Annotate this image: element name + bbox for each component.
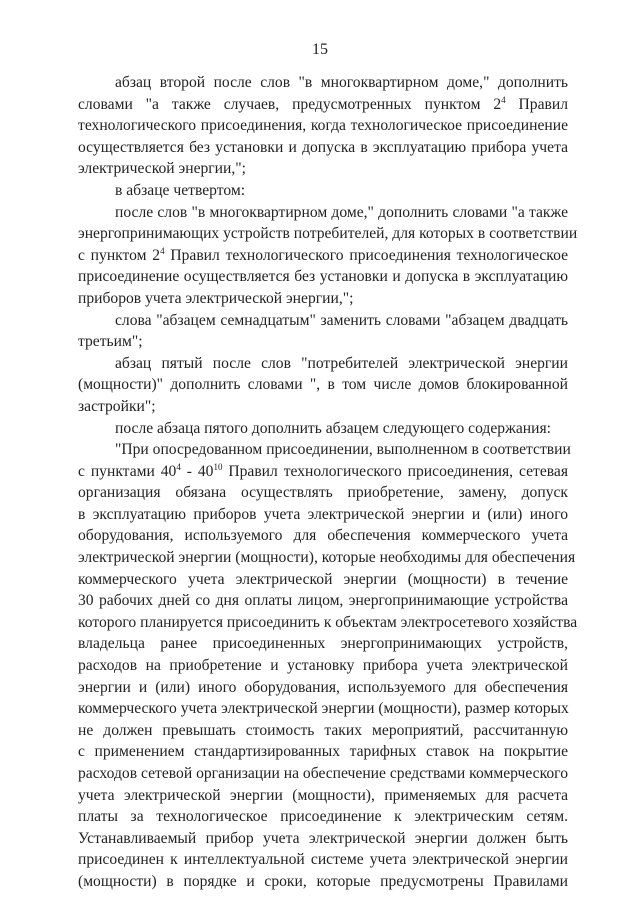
text-run: не должен превышать стоимость таких мероприятий, рассчитанную bbox=[78, 721, 568, 739]
text-run: расходов на приобретение и установку прибора учета электрической bbox=[78, 657, 568, 675]
text-run: оборудования, используемого для обеспечения коммерческого учета bbox=[78, 527, 568, 545]
text-run: застройки"; bbox=[78, 397, 156, 415]
text-run: коммерческого учета электрической энергии (мощности), размер которых bbox=[78, 700, 569, 718]
document-body bbox=[78, 72, 578, 893]
text-run: которого планируется присоединить к объектам электросетевого хозяйства bbox=[78, 613, 578, 631]
text-run: Правил технологического присоединения, сетевая bbox=[222, 462, 569, 480]
text-run: владельца ранее присоединенных энергопринимающих устройств, bbox=[78, 635, 568, 653]
text-run: энергии и (или) иного оборудования, используемого для обеспечения bbox=[78, 678, 568, 696]
superscript: 4 bbox=[501, 94, 506, 105]
text-line bbox=[78, 461, 568, 483]
text-line bbox=[78, 202, 568, 224]
text-line bbox=[78, 849, 568, 871]
text-line bbox=[78, 677, 568, 699]
text-run: в абзаце четвертом: bbox=[115, 181, 246, 199]
text-line bbox=[78, 633, 568, 655]
text-line bbox=[78, 785, 568, 807]
text-run: слова "абзацем семнадцатым" заменить словами "абзацем двадцать bbox=[115, 311, 568, 329]
text-run: с применением стандартизированных тарифных ставок на покрытие bbox=[78, 743, 568, 761]
text-run: расходов сетевой организации на обеспечение средствами коммерческого bbox=[78, 765, 568, 782]
page-number: 15 bbox=[312, 41, 328, 58]
text-run: после абзаца пятого дополнить абзацем следующего содержания: bbox=[115, 419, 551, 437]
text-run: - 40 bbox=[180, 462, 214, 480]
text-run: присоединение осуществляется без установки и допуска в эксплуатацию bbox=[78, 268, 568, 286]
text-line bbox=[78, 482, 568, 504]
text-line bbox=[78, 288, 568, 310]
text-line bbox=[78, 763, 568, 785]
text-line bbox=[78, 137, 568, 159]
text-run: (мощности) в порядке и сроки, которые предусмотрены Правилами bbox=[78, 872, 568, 890]
text-line bbox=[78, 72, 568, 94]
text-run: приборов учета электрической энергии,"; bbox=[78, 289, 354, 307]
text-line bbox=[78, 720, 568, 742]
text-run: Устанавливаемый прибор учета электрической энергии должен быть bbox=[78, 829, 568, 847]
text-line bbox=[78, 828, 568, 850]
text-line bbox=[78, 94, 568, 116]
text-line bbox=[78, 396, 568, 418]
text-line bbox=[78, 504, 568, 526]
text-line bbox=[78, 331, 568, 353]
text-run: после слов "в многоквартирном доме," дополнить словами "а также bbox=[115, 203, 568, 221]
text-line bbox=[78, 871, 568, 893]
text-run: энергопринимающих устройств потребителей, для которых в соответствии bbox=[78, 225, 578, 243]
text-run: абзац второй после слов "в многоквартирном доме," дополнить bbox=[115, 74, 568, 91]
text-line bbox=[78, 180, 568, 202]
text-run: электрической энергии (мощности), которые необходимы для обеспечения bbox=[78, 549, 576, 567]
text-line bbox=[78, 439, 571, 461]
text-run: учета электрической энергии (мощности), применяемых для расчета bbox=[78, 786, 568, 804]
text-run: присоединен к интеллектуальной системе учета электрической энергии bbox=[78, 851, 568, 869]
text-run: организация обязана осуществлять приобретение, замену, допуск bbox=[78, 484, 568, 502]
superscript: 4 bbox=[160, 245, 165, 256]
text-line bbox=[78, 806, 568, 828]
text-run: электрической энергии,"; bbox=[78, 160, 246, 178]
text-run: осуществляется без установки и допуска в эксплуатацию прибора учета bbox=[78, 138, 568, 156]
text-line bbox=[78, 612, 578, 634]
text-line bbox=[78, 655, 568, 677]
superscript: 4 bbox=[176, 461, 181, 472]
superscript: 10 bbox=[213, 461, 223, 472]
text-line bbox=[78, 590, 568, 612]
text-run: Правил bbox=[505, 95, 568, 113]
text-line bbox=[78, 569, 568, 591]
text-line bbox=[78, 741, 568, 763]
text-line bbox=[78, 310, 568, 332]
text-run: коммерческого учета электрической энергии (мощности) в течение bbox=[78, 570, 568, 588]
text-run: третьим"; bbox=[78, 333, 143, 351]
text-run: "При опосредованном присоединении, выполненном в соответствии bbox=[115, 441, 571, 459]
text-run: словами "а также случаев, предусмотренных пунктом 2 bbox=[78, 95, 502, 113]
text-line bbox=[78, 374, 568, 396]
text-run: (мощности)" дополнить словами ", в том числе домов блокированной bbox=[78, 376, 568, 394]
text-run: абзац пятый после слов "потребителей электрической энергии bbox=[115, 354, 568, 372]
text-run: в эксплуатацию приборов учета электрической энергии и (или) иного bbox=[78, 505, 568, 523]
text-run: платы за технологическое присоединение к электрическим сетям. bbox=[78, 808, 568, 826]
text-line bbox=[78, 158, 568, 180]
text-run: с пунктом 2 bbox=[78, 246, 161, 264]
text-line bbox=[78, 353, 568, 375]
text-line bbox=[78, 266, 568, 288]
text-line bbox=[78, 418, 568, 440]
text-line bbox=[78, 115, 568, 137]
text-run: с пунктами 40 bbox=[78, 462, 177, 480]
text-line bbox=[78, 698, 568, 720]
text-run: 30 рабочих дней со дня оплаты лицом, энергопринимающие устройства bbox=[78, 592, 568, 610]
text-line bbox=[78, 547, 576, 569]
text-line bbox=[78, 223, 578, 245]
text-line bbox=[78, 525, 568, 547]
text-run: Правил технологического присоединения технологическое bbox=[164, 246, 568, 264]
text-run: технологического присоединения, когда технологическое присоединение bbox=[78, 117, 568, 135]
text-line bbox=[78, 245, 568, 267]
